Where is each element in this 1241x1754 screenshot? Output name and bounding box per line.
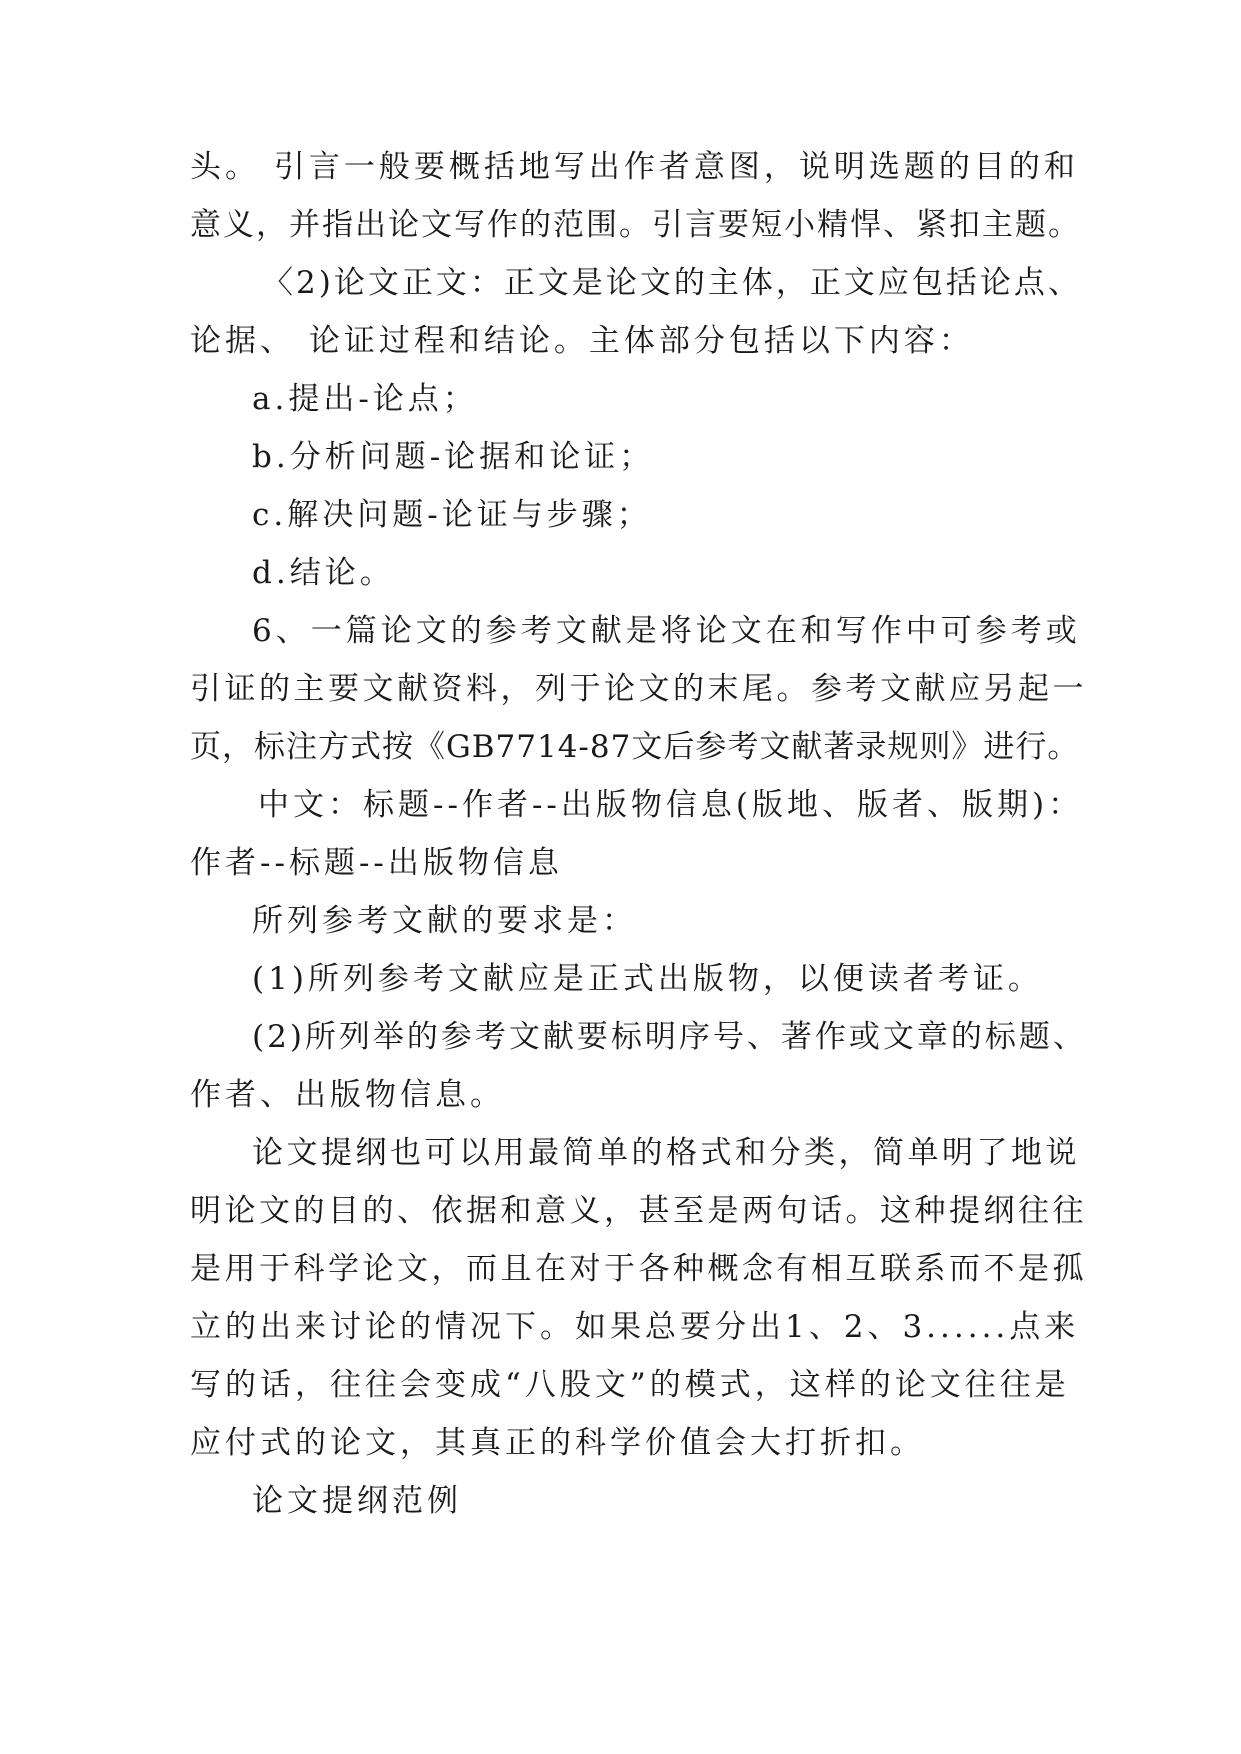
text-line: 6、一篇论文的参考文献是将论文在和写作中可参考或 xyxy=(252,613,1081,649)
text-line: b.分析问题-论据和论证； xyxy=(252,439,655,475)
text-line: 立的出来讨论的情况下。如果总要分出1、2、3......点来 xyxy=(190,1309,1080,1345)
text-line: 论文提纲也可以用最简单的格式和分类，简单明了地说 xyxy=(252,1135,1080,1171)
text-line: 明论文的目的、依据和意义，甚至是两句话。这种提纲往往 xyxy=(190,1193,1087,1229)
text-line: 论据、 论证过程和结论。主体部分包括以下内容： xyxy=(190,323,974,359)
text-line: 页，标注方式按《GB7714-87文后参考文献著录规则》进行。 xyxy=(190,729,1080,765)
text-line: (1)所列参考文献应是正式出版物，以便读者考证。 xyxy=(252,961,1043,997)
text-line: 意义，并指出论文写作的范围。引言要短小精悍、紧扣主题。 xyxy=(190,207,1081,243)
text-line: 所列参考文献的要求是： xyxy=(252,903,637,939)
text-line: (2)所列举的参考文献要标明序号、著作或文章的标题、 xyxy=(252,1019,1087,1055)
text-line: 是用于科学论文，而且在对于各种概念有相互联系而不是孤 xyxy=(190,1251,1087,1287)
text-line: 引证的主要文献资料，列于论文的末尾。参考文献应另起一 xyxy=(190,671,1087,707)
text-line: 作者、出版物信息。 xyxy=(190,1077,505,1113)
text-line: d.结论。 xyxy=(252,555,395,591)
text-line: 论文提纲范例 xyxy=(252,1483,462,1519)
text-line: a.提出-论点； xyxy=(252,381,478,417)
text-line: 头。 引言一般要概括地写出作者意图，说明选题的目的和 xyxy=(190,149,1079,185)
text-line: 中文：标题--作者--出版物信息(版地、版者、版期)： xyxy=(258,787,1084,823)
text-line: 应付式的论文，其真正的科学价值会大打折扣。 xyxy=(190,1425,925,1461)
text-line: c.解决问题-论证与步骤； xyxy=(252,497,652,533)
text-line: 〈2)论文正文：正文是论文的主体，正文应包括论点、 xyxy=(262,265,1082,301)
text-line: 写的话，往往会变成“八股文”的模式，这样的论文往往是 xyxy=(190,1367,1070,1403)
text-line: 作者--标题--出版物信息 xyxy=(190,845,563,881)
